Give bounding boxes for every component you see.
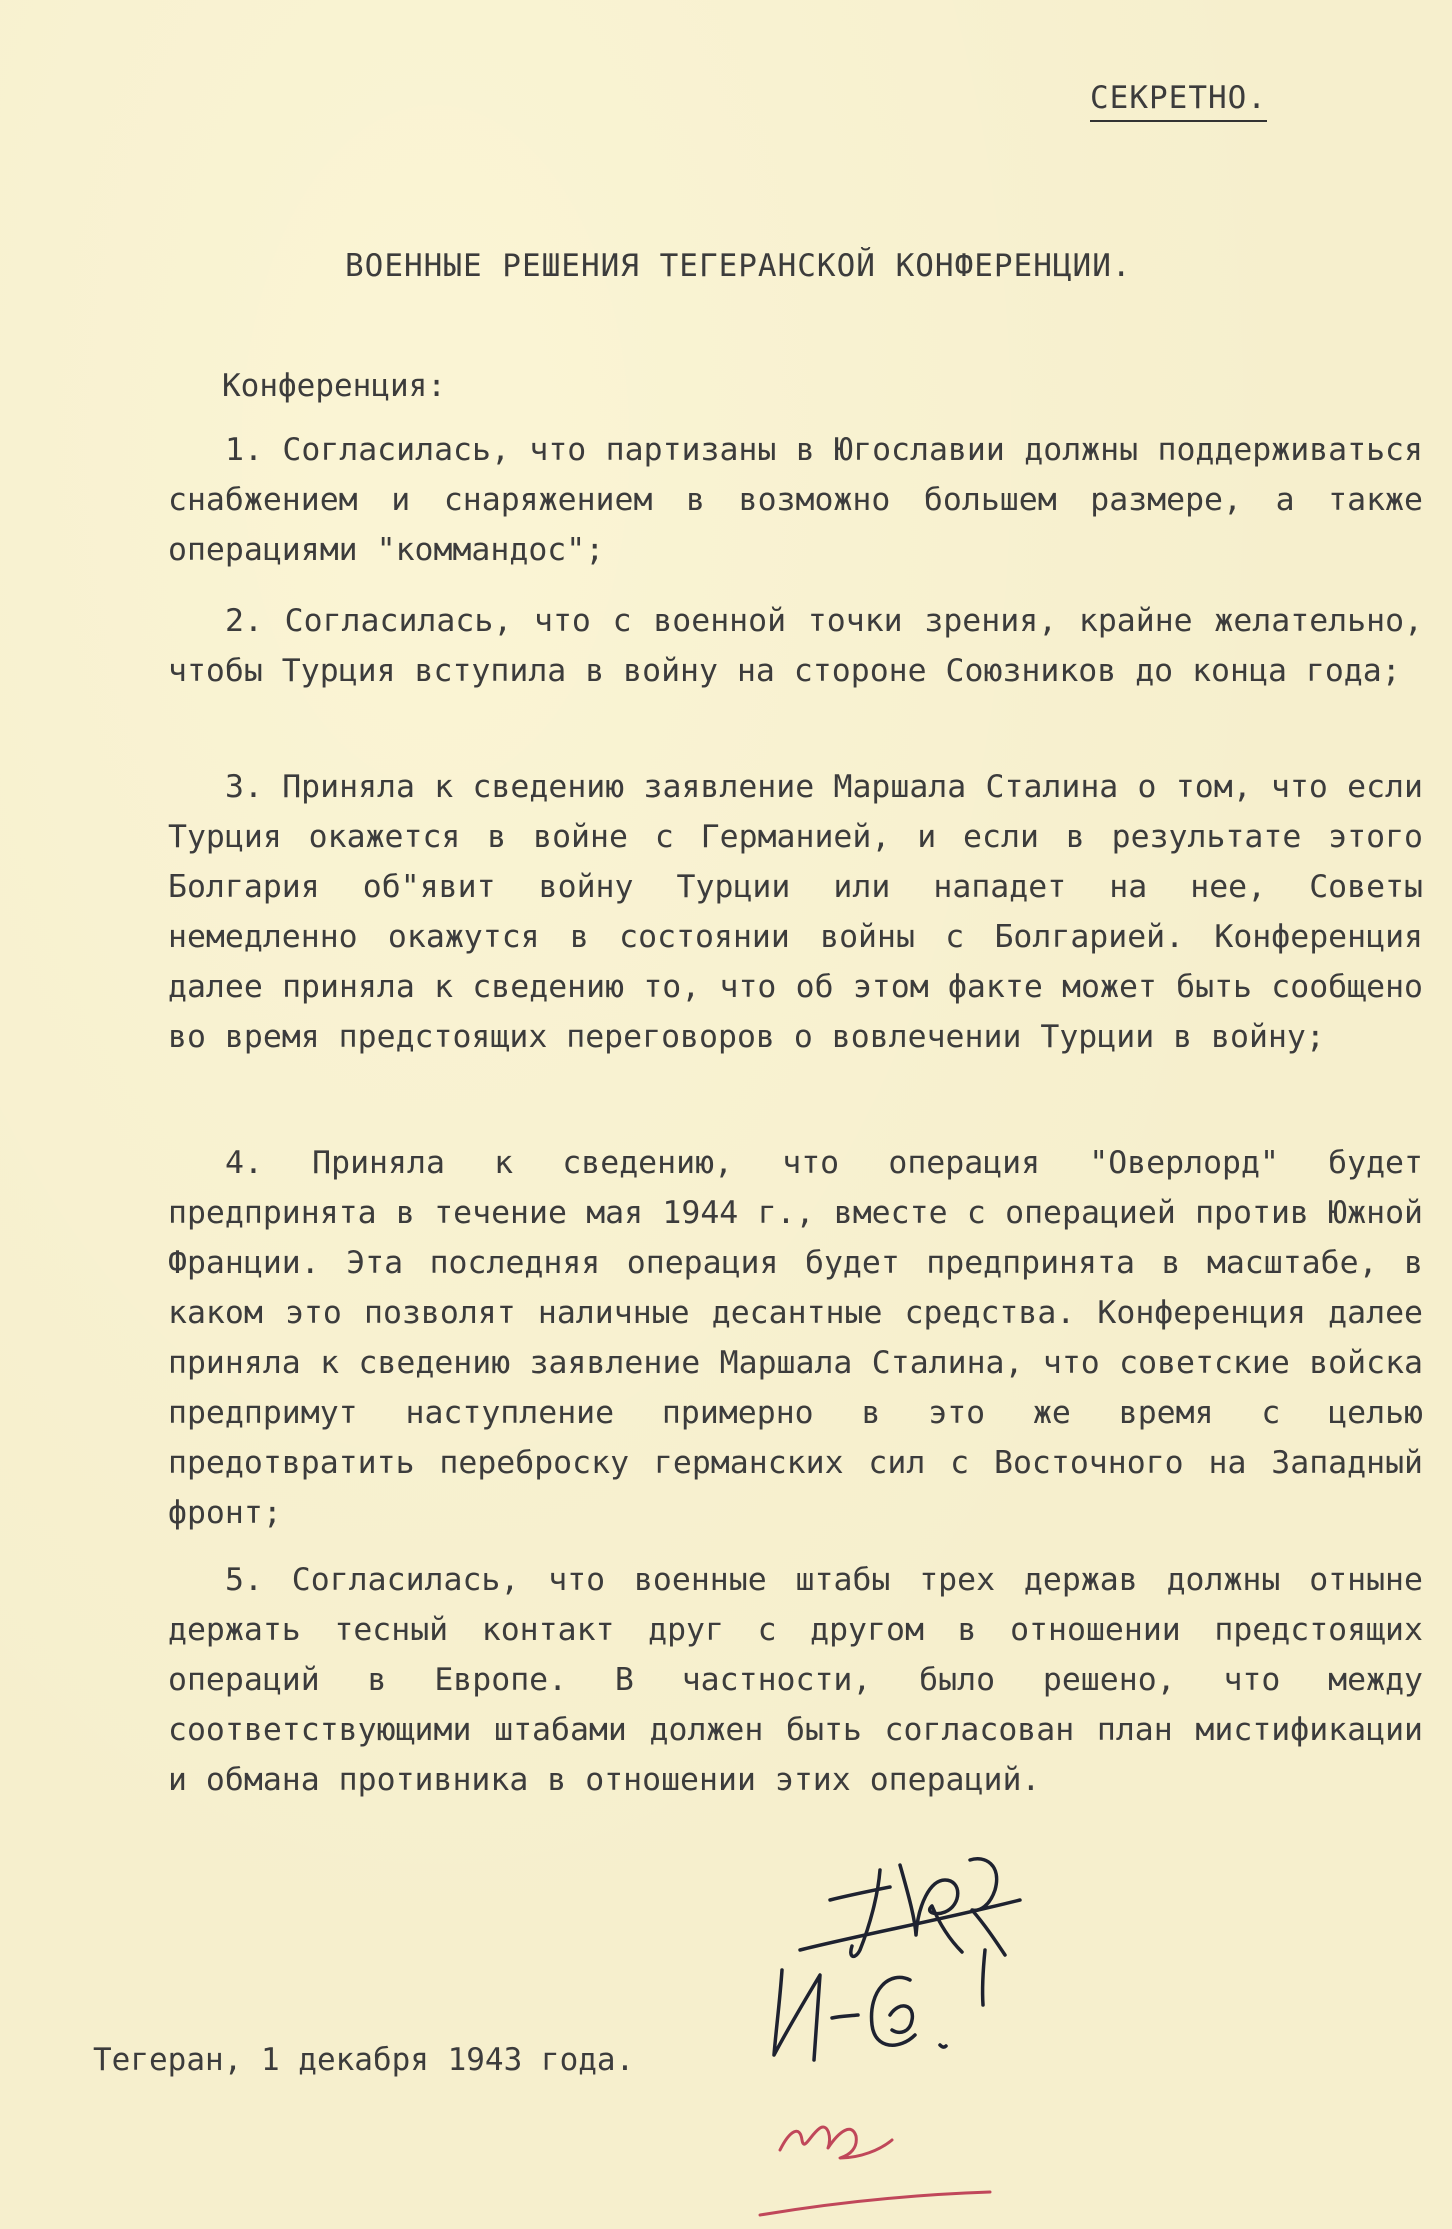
signature-fdr	[800, 1859, 1020, 1957]
signature-churchill	[760, 2127, 990, 2215]
paragraph-3	[168, 762, 1423, 1062]
paragraph-2	[168, 596, 1423, 696]
paragraph-5	[168, 1555, 1423, 1805]
paragraph-4	[168, 1138, 1423, 1538]
paragraph-text: 2. Согласилась, что с военной точки зрения, крайне желательно, чтобы Турция вступила в войну на стороне Союзников до конца года;	[168, 603, 1423, 689]
signature-stalin	[774, 1950, 985, 2060]
paragraph-1	[168, 425, 1423, 575]
paragraph-text: 1. Согласилась, что партизаны в Югославии должны поддерживаться снабжением и снаряжением в возможно большем размере, а также операциями "коммандос";	[168, 432, 1423, 568]
paragraph-text: 4. Приняла к сведению, что операция "Оверлорд" будет предпринята в течение мая 1944 г., вместе с операцией против Южной Франции. Эта последняя операция будет предпринята в масштабе, в каком это позволят наличные десантные средства. Конференция далее приняла к сведению заявление Маршала Сталина, что советские войска предпримут наступление примерно в это же время с целью предотвратить переброску германских сил с Восточного на Западный фронт;	[168, 1145, 1423, 1531]
paragraph-text: 3. Приняла к сведению заявление Маршала Сталина о том, что если Турция окажется в войне с Германией, и если в результате этого Болгария об"явит войну Турции или нападет на нее, Советы немедленно окажутся в состоянии войны с Болгарией. Конференция далее приняла к сведению то, что об этом факте может быть сообщено во время предстоящих переговоров о вовлечении Турции в войну;	[168, 769, 1423, 1055]
classification-stamp: СЕКРЕТНО.	[1090, 80, 1267, 122]
paragraph-text: 5. Согласилась, что военные штабы трех держав должны отныне держать тесный контакт друг с другом в отношении предстоящих операций в Европе. В частности, было решено, что между соответствующими штабами должен быть согласован план мистификации и обмана противника в отношении этих операций.	[168, 1562, 1423, 1798]
place-and-date: Тегеран, 1 декабря 1943 года.	[93, 2042, 635, 2078]
intro-label: Конференция:	[222, 368, 446, 404]
document-title: ВОЕННЫЕ РЕШЕНИЯ ТЕГЕРАНСКОЙ КОНФЕРЕНЦИИ.	[345, 248, 1132, 284]
signatures-graphic	[740, 1840, 1160, 2229]
